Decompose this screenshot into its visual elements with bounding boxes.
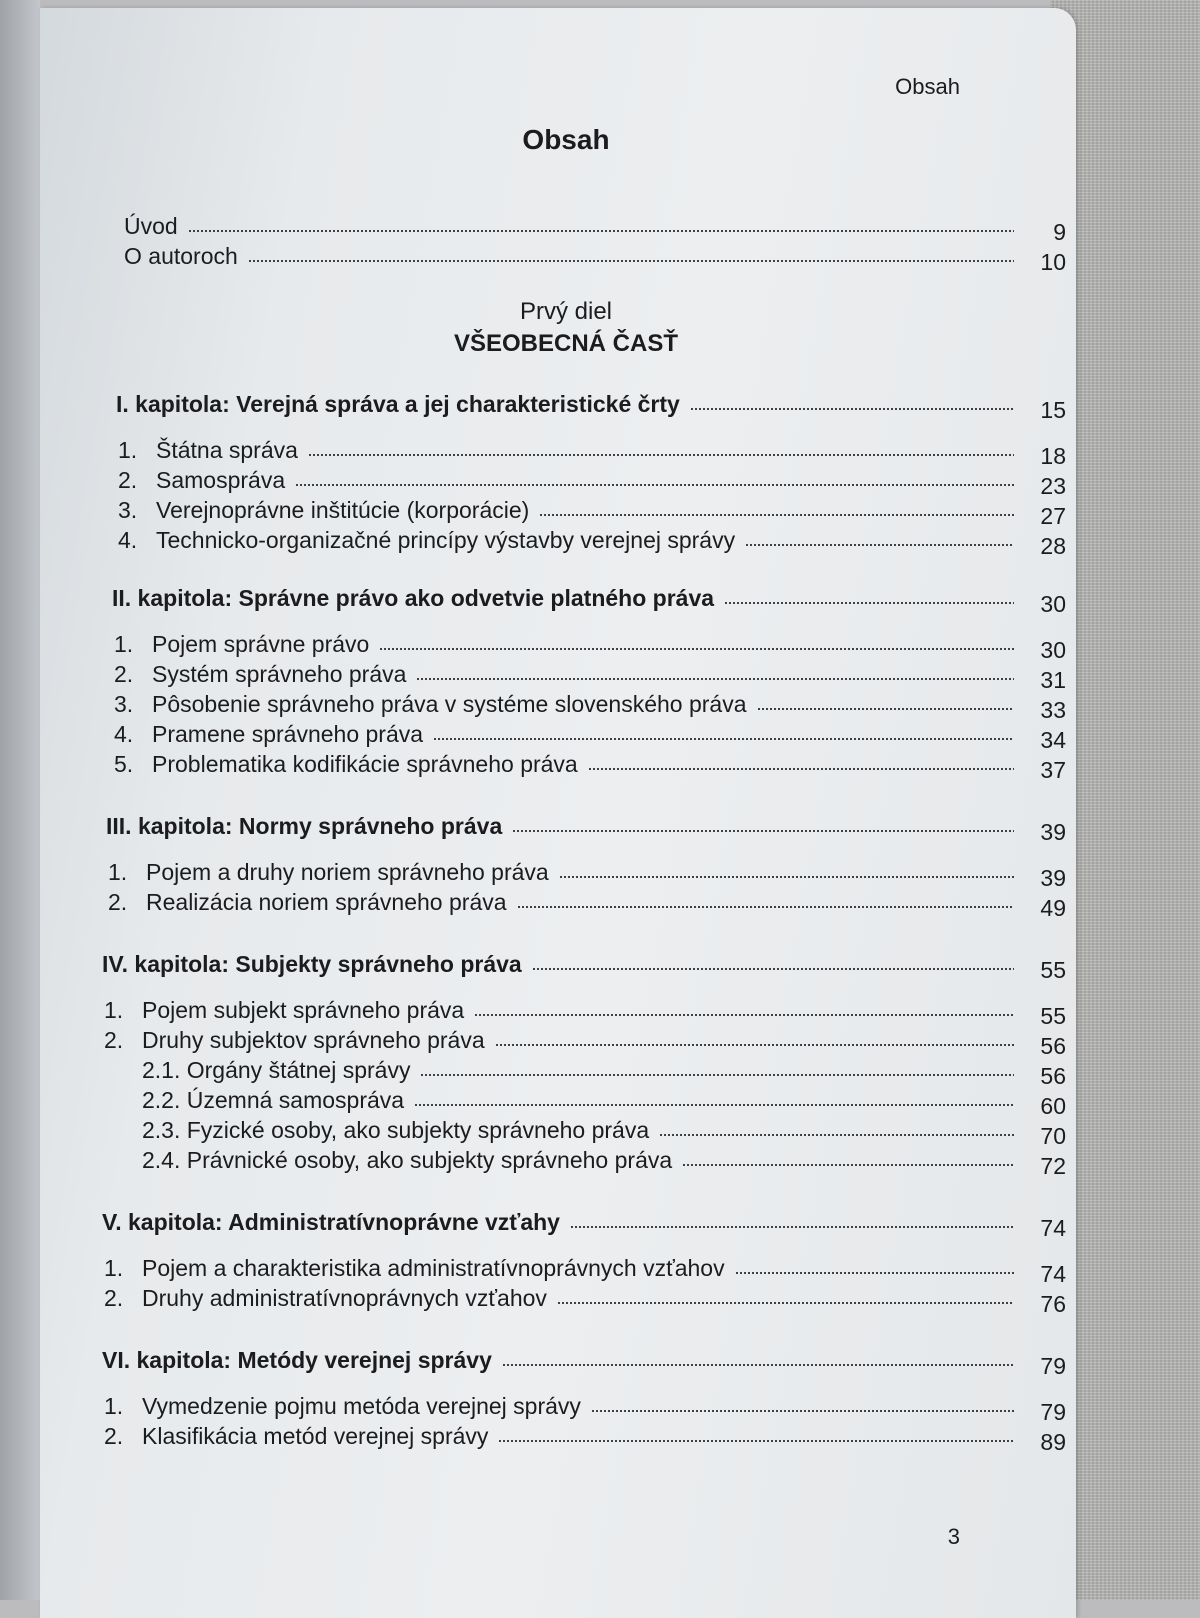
chapter-heading <box>102 1208 1066 1241</box>
toc-page-number: 55 <box>1040 1003 1066 1029</box>
toc-item <box>104 996 1066 1029</box>
toc-item-number: 2. <box>108 889 128 915</box>
toc-page-number: 60 <box>1040 1093 1066 1119</box>
toc-page-number: 56 <box>1040 1063 1066 1089</box>
toc-page-number: 10 <box>1040 249 1066 275</box>
dot-leader <box>295 483 1014 487</box>
toc-page-number: 39 <box>1040 819 1066 845</box>
chapter-title: I. kapitola: Verejná správa a jej charakteristické črty <box>116 391 680 417</box>
running-head: Obsah <box>895 74 960 99</box>
toc-item-number: 4. <box>114 721 134 747</box>
toc-item <box>104 1254 1066 1287</box>
chapter-heading <box>116 390 1066 423</box>
toc-item-number: 1. <box>108 859 128 885</box>
toc-item-text: Systém správneho práva <box>152 661 407 687</box>
toc-page-number: 76 <box>1040 1291 1066 1317</box>
dot-leader <box>757 707 1014 711</box>
dot-leader <box>659 1133 1014 1137</box>
chapter-title: VI. kapitola: Metódy verejnej správy <box>102 1347 492 1373</box>
dot-leader <box>591 1409 1014 1413</box>
toc-item-number: 2. <box>114 661 134 687</box>
dot-leader <box>379 647 1014 651</box>
dot-leader <box>559 875 1014 879</box>
toc-item-number: 1. <box>104 1255 124 1281</box>
toc-item-text: Verejnoprávne inštitúcie (korporácie) <box>156 497 530 523</box>
toc-item-number: 2. <box>104 1027 124 1053</box>
toc-subitem <box>142 1146 1066 1179</box>
part-label: Prvý diel <box>519 298 613 325</box>
toc-page-number: 74 <box>1040 1215 1066 1241</box>
dot-leader <box>724 601 1014 605</box>
dot-leader <box>570 1225 1014 1229</box>
toc-page-number: 89 <box>1040 1429 1066 1455</box>
toc-item-text: Problematika kodifikácie správneho práva <box>152 751 578 777</box>
toc-page-number: 56 <box>1040 1033 1066 1059</box>
chapter-heading <box>102 950 1066 983</box>
front-matter-entry <box>124 242 1066 275</box>
toc-item-text: 2.1. Orgány štátnej správy <box>142 1057 411 1083</box>
toc-item <box>118 466 1066 499</box>
dot-leader <box>745 543 1014 547</box>
toc-page-number: 28 <box>1040 533 1066 559</box>
book-page <box>40 8 1076 1618</box>
toc-item <box>118 526 1066 559</box>
toc-item-number: 1. <box>114 631 134 657</box>
toc-item-text: Pojem a charakteristika administratívnoprávnych vzťahov <box>142 1255 725 1281</box>
dot-leader <box>532 967 1014 971</box>
toc-subitem <box>142 1086 1066 1119</box>
toc-page-number: 30 <box>1040 591 1066 617</box>
toc-item-text: 2.2. Územná samospráva <box>142 1087 405 1113</box>
toc-item-number: 5. <box>114 751 134 777</box>
front-matter-entry <box>124 212 1066 245</box>
chapter-title: IV. kapitola: Subjekty správneho práva <box>102 951 522 977</box>
toc-page-number: 37 <box>1040 757 1066 783</box>
toc-item-text: Úvod <box>124 213 178 239</box>
toc-item <box>104 1284 1066 1317</box>
chapter-heading <box>106 812 1066 845</box>
toc-item-text: Samospráva <box>156 467 286 493</box>
dot-leader <box>682 1163 1014 1167</box>
chapter-heading <box>112 584 1066 617</box>
toc-page-number: 23 <box>1040 473 1066 499</box>
toc-page-number: 9 <box>1053 219 1066 245</box>
dot-leader <box>188 229 1014 233</box>
dot-leader <box>248 259 1014 263</box>
toc-item <box>104 1392 1066 1425</box>
toc-item <box>118 436 1066 469</box>
toc-item-text: Pôsobenie správneho práva v systéme slovenského práva <box>152 691 747 717</box>
toc-item <box>114 660 1066 693</box>
dot-leader <box>498 1439 1014 1443</box>
toc-page-number: 15 <box>1040 397 1066 423</box>
toc-page-number: 30 <box>1040 637 1066 663</box>
book-spine-shadow <box>0 0 40 1600</box>
toc-item-text: Štátna správa <box>156 437 298 463</box>
toc-item <box>108 888 1066 921</box>
toc-item-number: 1. <box>104 997 124 1023</box>
chapter-title: V. kapitola: Administratívnoprávne vzťahy <box>102 1209 560 1235</box>
toc-page-number: 55 <box>1040 957 1066 983</box>
dot-leader <box>502 1363 1014 1367</box>
toc-page-number: 72 <box>1040 1153 1066 1179</box>
dot-leader <box>517 905 1014 909</box>
toc-item-text: 2.3. Fyzické osoby, ako subjekty správneho práva <box>142 1117 650 1143</box>
toc-page-number: 33 <box>1040 697 1066 723</box>
toc-page-number: 74 <box>1040 1261 1066 1287</box>
toc-item-number: 3. <box>114 691 134 717</box>
toc-item-number: 1. <box>104 1393 124 1419</box>
toc-page-number: 18 <box>1040 443 1066 469</box>
toc-item <box>114 690 1066 723</box>
toc-page-number: 79 <box>1040 1399 1066 1425</box>
toc-item-number: 2. <box>104 1423 124 1449</box>
toc-subitem <box>142 1056 1066 1089</box>
dot-leader <box>588 767 1014 771</box>
dot-leader <box>735 1271 1014 1275</box>
dot-leader <box>557 1301 1014 1305</box>
dot-leader <box>433 737 1014 741</box>
toc-item <box>114 750 1066 783</box>
toc-item-text: Technicko-organizačné princípy výstavby verejnej správy <box>156 527 736 553</box>
toc-page-number: 79 <box>1040 1353 1066 1379</box>
toc-item-text: Pojem subjekt správneho práva <box>142 997 465 1023</box>
toc-item <box>104 1026 1066 1059</box>
dot-leader <box>414 1103 1014 1107</box>
dot-leader <box>539 513 1014 517</box>
dot-leader <box>474 1013 1014 1017</box>
dot-leader <box>308 453 1014 457</box>
toc-page-number: 34 <box>1040 727 1066 753</box>
part-name: VŠEOBECNÁ ČASŤ <box>453 330 679 357</box>
toc-item-text: Pojem správne právo <box>152 631 370 657</box>
dot-leader <box>495 1043 1014 1047</box>
toc-item-number: 3. <box>118 497 138 523</box>
toc-subitem <box>142 1116 1066 1149</box>
toc-item-number: 2. <box>104 1285 124 1311</box>
toc-page-number: 27 <box>1040 503 1066 529</box>
page-number: 3 <box>947 1524 960 1549</box>
toc-item <box>114 630 1066 663</box>
toc-item-text: 2.4. Právnické osoby, ako subjekty správneho práva <box>142 1147 673 1173</box>
toc-item-text: Pojem a druhy noriem správneho práva <box>146 859 549 885</box>
toc-page-number: 70 <box>1040 1123 1066 1149</box>
dot-leader <box>690 407 1014 411</box>
toc-item-text: Druhy subjektov správneho práva <box>142 1027 485 1053</box>
toc-item-text: O autoroch <box>124 243 238 269</box>
toc-item-number: 1. <box>118 437 138 463</box>
toc-item <box>104 1422 1066 1455</box>
toc-item-number: 4. <box>118 527 138 553</box>
toc-item-text: Druhy administratívnoprávnych vzťahov <box>142 1285 547 1311</box>
toc-item <box>108 858 1066 891</box>
toc-item-text: Vymedzenie pojmu metóda verejnej správy <box>142 1393 581 1419</box>
dot-leader <box>416 677 1014 681</box>
toc-page-number: 31 <box>1040 667 1066 693</box>
toc-item-text: Pramene správneho práva <box>152 721 424 747</box>
toc-item <box>118 496 1066 529</box>
page-title: Obsah <box>522 124 610 155</box>
dot-leader <box>420 1073 1014 1077</box>
toc-page-number: 49 <box>1040 895 1066 921</box>
toc-item-number: 2. <box>118 467 138 493</box>
toc-page-number: 39 <box>1040 865 1066 891</box>
chapter-title: III. kapitola: Normy správneho práva <box>106 813 503 839</box>
dot-leader <box>512 829 1014 833</box>
chapter-heading <box>102 1346 1066 1379</box>
toc-item-text: Klasifikácia metód verejnej správy <box>142 1423 489 1449</box>
toc-item-text: Realizácia noriem správneho práva <box>146 889 507 915</box>
chapter-title: II. kapitola: Správne právo ako odvetvie platného práva <box>112 585 715 611</box>
toc-item <box>114 720 1066 753</box>
